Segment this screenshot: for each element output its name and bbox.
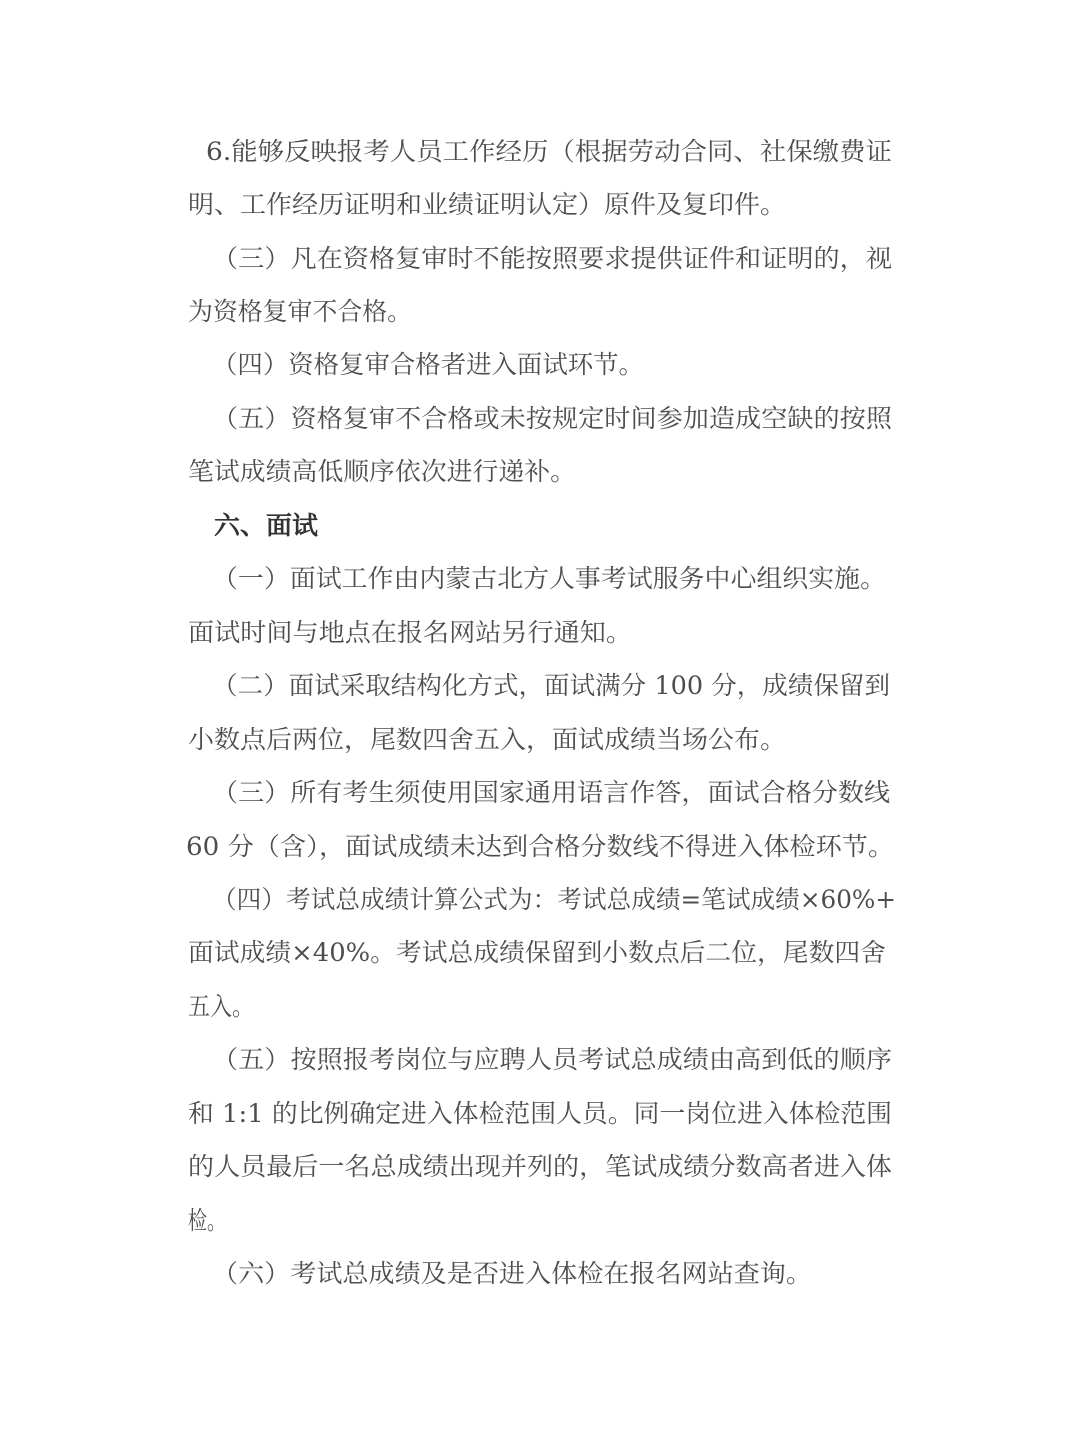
line-text: （二）面试采取结构化方式，面试满分 100 分，成绩保留到 [212,671,891,700]
section-heading [0,506,1080,546]
heading-text: 六、面试 [214,511,318,540]
line-text: （三）凡在资格复审时不能按照要求提供证件和证明的，视 [212,244,892,273]
text-line [0,452,1080,492]
text-line [0,773,1080,813]
text-line [0,720,1080,760]
text-line [0,559,1080,599]
text-line [0,1201,1080,1241]
line-text: 面试成绩×40%。考试总成绩保留到小数点后二位，尾数四舍 [188,938,886,967]
text-line [0,666,1080,706]
text-line [0,185,1080,225]
line-text: 检。 [188,1206,227,1235]
line-text: （四）资格复审合格者进入面试环节。 [212,350,644,379]
text-line [0,827,1080,867]
line-text: 的人员最后一名总成绩出现并列的，笔试成绩分数高者进入体 [188,1152,892,1181]
line-text: 为资格复审不合格。 [188,297,413,326]
text-line [0,292,1080,332]
text-line [0,933,1080,973]
text-line [0,1040,1080,1080]
line-text: 明、工作经历证明和业绩证明认定）原件及复印件。 [188,190,787,219]
text-line [0,880,1080,920]
text-line [0,132,1080,172]
text-line [0,399,1080,439]
text-line [0,345,1080,385]
line-text: 60 分（含），面试成绩未达到合格分数线不得进入体检环节。 [186,832,895,861]
text-line [0,1147,1080,1187]
line-text: 面试时间与地点在报名网站另行通知。 [188,618,633,647]
text-line [0,987,1080,1027]
line-text: （三）所有考生须使用国家通用语言作答，面试合格分数线 [212,778,891,807]
line-text: （四）考试总成绩计算公式为：考试总成绩=笔试成绩×60%+ [212,885,896,914]
line-text: 五入。 [188,992,254,1021]
line-text: 笔试成绩高低顺序依次进行递补。 [188,457,576,486]
line-text: （五）资格复审不合格或未按规定时间参加造成空缺的按照 [212,404,892,433]
line-text: （六）考试总成绩及是否进入体检在报名网站查询。 [212,1259,812,1288]
line-text: 6.能够反映报考人员工作经历（根据劳动合同、社保缴费证 [206,137,892,166]
text-line [0,613,1080,653]
text-line [0,1254,1080,1294]
text-line [0,1094,1080,1134]
text-line [0,239,1080,279]
line-text: 小数点后两位，尾数四舍五入，面试成绩当场公布。 [188,725,787,754]
line-text: （一）面试工作由内蒙古北方人事考试服务中心组织实施。 [212,564,887,593]
line-text: 和 1:1 的比例确定进入体检范围人员。同一岗位进入体检范围 [188,1099,893,1128]
line-text: （五）按照报考岗位与应聘人员考试总成绩由高到低的顺序 [212,1045,892,1074]
